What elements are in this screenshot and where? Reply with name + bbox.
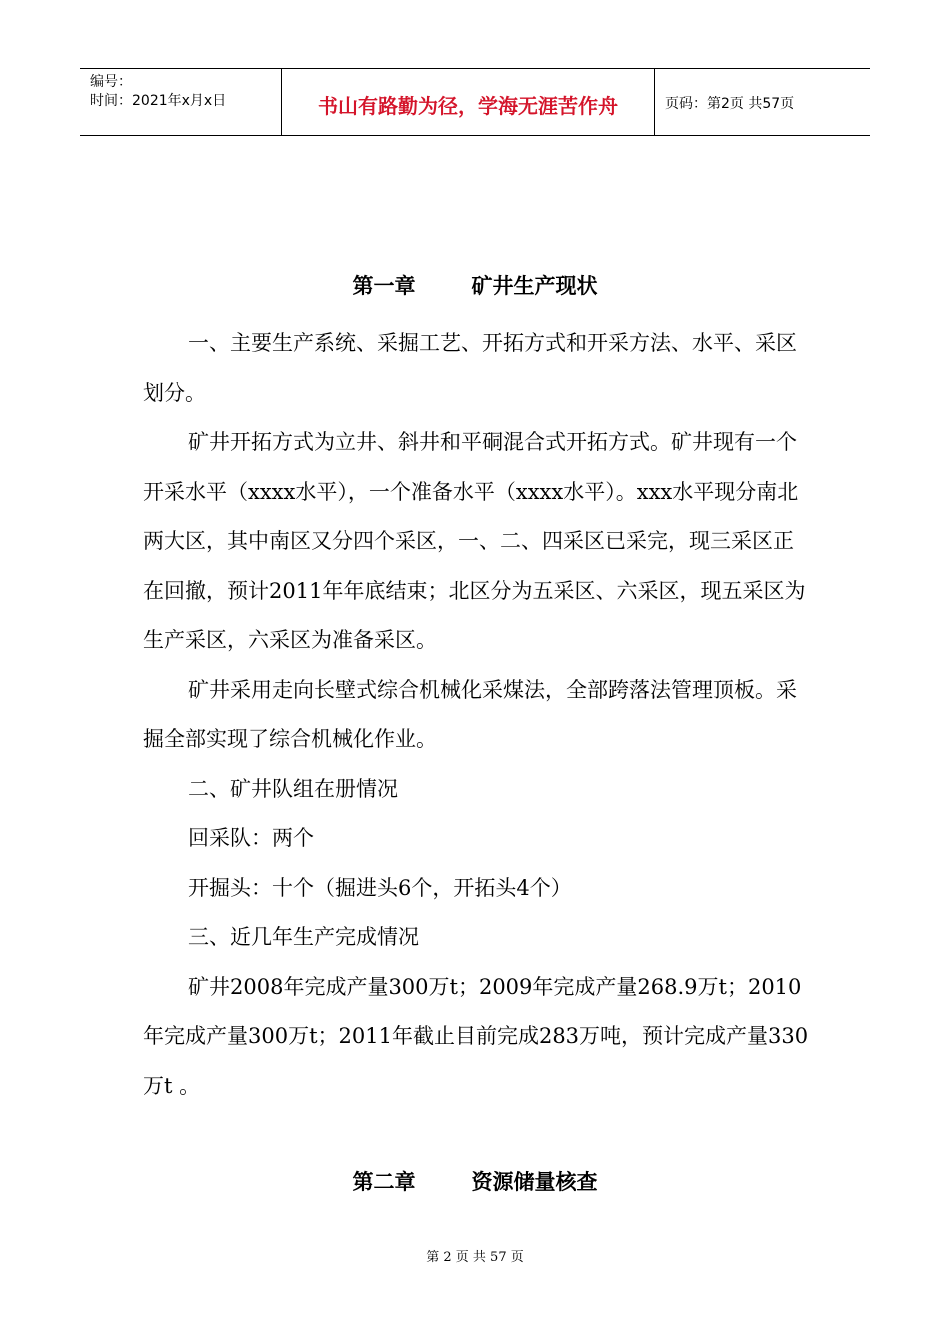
chapter-title: 矿井生产现状 xyxy=(471,274,598,298)
chapter-heading-1 xyxy=(0,270,950,300)
paragraph: 一、主要生产系统、采掘工艺、开拓方式和开采方法、水平、采区划分。 xyxy=(143,331,797,405)
header-page-info: 页码：第2页 共57页 xyxy=(665,96,795,112)
paragraph: 开掘头：十个（掘进头6个，开拓头4个） xyxy=(188,875,572,900)
page-footer: 第 2 页 共 57 页 xyxy=(426,1250,524,1265)
chapter-heading-2 xyxy=(0,1166,950,1196)
document-header xyxy=(80,68,870,136)
paragraph: 三、近几年生产完成情况 xyxy=(188,925,419,949)
paragraph: 矿井2008年完成产量300万t；2009年完成产量268.9万t；2010年完成产量300万t；2011年截止目前完成283万吨，预计完成产量330万t 。 xyxy=(143,974,809,1098)
header-meta-cell xyxy=(80,69,282,135)
header-number-label: 编号： xyxy=(90,74,132,90)
header-time-label: 时间：2021年x月x日 xyxy=(90,93,227,109)
document-body xyxy=(143,319,811,1111)
paragraph: 矿井开拓方式为立井、斜井和平硐混合式开拓方式。矿井现有一个开采水平（xxxx水平），一个准备水平（xxxx水平）。xxx水平现分南北两大区，其中南区又分四个采区，一、二、四采区已采完，现三采区正在回撤，预计2011年年底结束；北区分为五采区、六采区，现五采区为生产采区，六采区为准备采区。 xyxy=(143,430,806,652)
chapter-number: 第一章 xyxy=(352,274,416,298)
chapter-title: 资源储量核查 xyxy=(471,1170,598,1194)
paragraph: 矿井采用走向长壁式综合机械化采煤法，全部跨落法管理顶板。采掘全部实现了综合机械化作业。 xyxy=(143,677,797,751)
header-motto: 书山有路勤为径，学海无涯苦作舟 xyxy=(282,69,655,135)
paragraph: 二、矿井队组在册情况 xyxy=(188,776,398,801)
chapter-number: 第二章 xyxy=(352,1170,416,1194)
paragraph: 回采队：两个 xyxy=(188,826,314,850)
